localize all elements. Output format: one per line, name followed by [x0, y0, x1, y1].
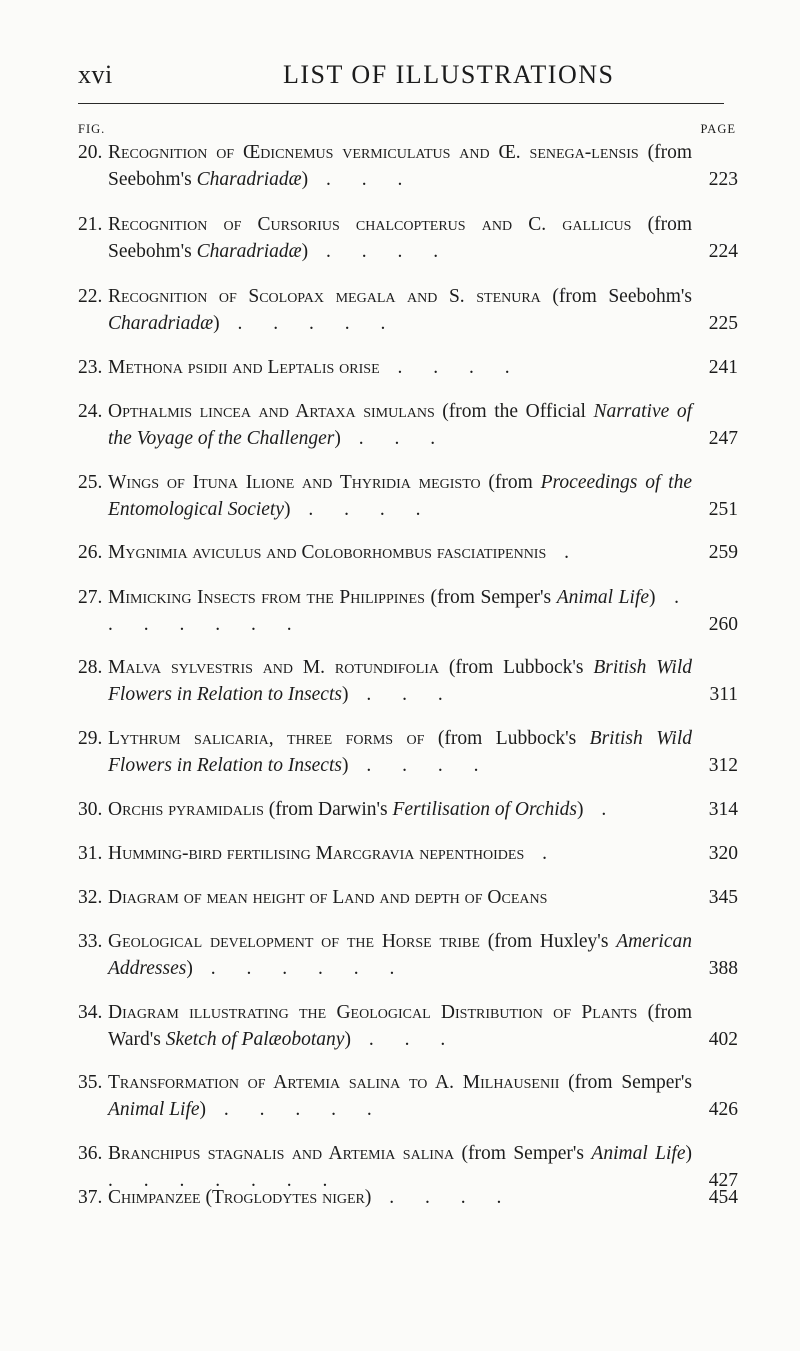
figure-number: 23.	[78, 357, 103, 378]
entry-caption	[108, 1184, 692, 1211]
page-reference: 247	[708, 428, 738, 449]
caption-segment: (from Semper's	[559, 1072, 692, 1093]
caption-segment: (from Seebohm's	[108, 142, 692, 190]
figure-number: 36.	[78, 1143, 103, 1164]
page-title: LIST OF ILLUSTRATIONS	[283, 60, 615, 89]
caption-segment: )	[344, 1029, 351, 1050]
caption-segment: (from Ward's	[108, 1002, 692, 1050]
page-reference: 259	[708, 542, 738, 563]
caption-segment: )	[284, 499, 291, 520]
running-head	[78, 60, 724, 96]
page-reference: 312	[708, 755, 738, 776]
dot-leader: . . .	[340, 428, 449, 449]
dot-leader: . . . . .	[219, 313, 399, 334]
caption-segment: Malva sylvestris and M. rotundifolia	[108, 657, 440, 678]
page-reference: 454	[708, 1187, 738, 1208]
page-reference: 402	[708, 1029, 738, 1050]
caption-segment: )	[199, 1099, 207, 1120]
list-item	[78, 884, 738, 911]
caption-segment: Proceedings of the Entomological Society	[108, 472, 692, 520]
list-item	[78, 283, 738, 337]
caption-segment: (from Seebohm's	[108, 214, 692, 262]
caption-segment: Diagram of mean height of Land and depth of Oceans	[108, 887, 548, 908]
entry-caption	[108, 999, 692, 1053]
figure-number: 32.	[78, 887, 103, 908]
caption-segment: )	[649, 587, 656, 608]
caption-segment: Transformation of Artemia salina to A. Milhausenii	[108, 1072, 560, 1093]
figure-number: 21.	[78, 214, 103, 235]
entry-caption	[108, 796, 692, 823]
entry-caption	[108, 654, 692, 708]
caption-segment: )	[213, 313, 220, 334]
page-reference: 251	[708, 499, 738, 520]
caption-segment: Lythrum salicaria, three forms of	[108, 728, 425, 749]
caption-segment: (from Lubbock's	[424, 728, 590, 749]
dot-leader: . . . .	[348, 755, 492, 776]
caption-segment: Fertilisation of Orchids	[392, 799, 578, 820]
caption-segment: Opthalmis lincea and Artaxa simulans	[108, 401, 435, 422]
caption-segment: )	[301, 169, 309, 190]
page-column-label: PAGE	[700, 122, 736, 136]
caption-segment: Narrative of the Voyage of the Challenger	[108, 401, 692, 449]
page-reference: 320	[708, 843, 738, 864]
dot-leader: .	[524, 843, 560, 864]
page-reference: 241	[708, 357, 738, 378]
entry-caption	[108, 398, 692, 452]
caption-segment: Methona psidii and Leptalis orise	[108, 357, 380, 378]
list-item	[78, 928, 738, 982]
entry-caption	[108, 584, 692, 638]
dot-leader: . . .	[350, 1029, 459, 1050]
caption-segment: (from Semper's	[424, 587, 557, 608]
caption-segment: Charadriadæ	[196, 169, 302, 190]
page-reference: 314	[708, 799, 738, 820]
dot-leader: . . .	[348, 684, 456, 705]
caption-segment: )	[334, 428, 341, 449]
entry-caption	[108, 211, 692, 265]
caption-segment: Recognition of Cursorius chalcopterus and C. gallicus	[108, 214, 632, 235]
figure-number: 27.	[78, 587, 103, 608]
page-reference: 426	[708, 1099, 738, 1120]
figure-number: 25.	[78, 472, 103, 493]
caption-segment: Geological development of the Horse tribe	[108, 931, 480, 952]
caption-segment: Recognition of Œdicnemus vermiculatus and Œ. senega-	[108, 142, 592, 163]
page-number: xvi	[78, 60, 113, 89]
caption-segment: Mimicking Insects from the Philippines	[108, 587, 425, 608]
figure-number: 28.	[78, 657, 103, 678]
caption-segment: (from Darwin's	[263, 799, 393, 820]
caption-segment: Recognition of Scolopax megala and S. stenura	[108, 286, 541, 307]
caption-segment: Animal Life	[108, 1099, 200, 1120]
dot-leader: . . . .	[290, 499, 434, 520]
page-reference: 388	[708, 958, 738, 979]
dot-leader: .	[583, 799, 620, 820]
entry-caption	[108, 840, 692, 867]
entry-caption	[108, 928, 692, 982]
page-reference: 427	[708, 1170, 738, 1191]
caption-segment: British Wild Flowers in Relation to Insects	[108, 657, 692, 705]
fig-column-label: FIG.	[78, 122, 106, 136]
caption-segment: Diagram illustrating the Geological Distribution of Plants	[108, 1002, 638, 1023]
caption-segment: lensis	[591, 142, 639, 163]
caption-segment: )	[301, 241, 309, 262]
list-item	[78, 796, 738, 823]
column-labels	[78, 122, 736, 140]
entry-caption	[108, 139, 692, 193]
figure-number: 35.	[78, 1072, 103, 1093]
entry-caption	[108, 884, 692, 911]
caption-segment: (from Huxley's	[479, 931, 617, 952]
entry-caption	[108, 1069, 692, 1123]
entry-caption	[108, 354, 692, 381]
page-reference: 223	[708, 169, 738, 190]
caption-segment: (from Lubbock's	[439, 657, 594, 678]
caption-segment: )	[341, 755, 349, 776]
caption-segment: American Addresses	[108, 931, 692, 979]
list-item	[78, 840, 738, 867]
list-item	[78, 725, 738, 779]
caption-segment: Charadriadæ	[108, 313, 214, 334]
caption-segment: Charadriadæ	[196, 241, 302, 262]
dot-leader: . . . .	[371, 1187, 515, 1208]
figure-number: 37.	[78, 1187, 103, 1208]
figure-number: 30.	[78, 799, 103, 820]
figure-number: 29.	[78, 728, 103, 749]
figure-number: 24.	[78, 401, 103, 422]
list-item	[78, 584, 738, 638]
page-reference: 345	[708, 887, 738, 908]
dot-leader: .	[546, 542, 582, 563]
figure-number: 26.	[78, 542, 103, 563]
list-item	[78, 999, 738, 1053]
list-item	[78, 354, 738, 381]
caption-segment: Chimpanzee (Troglodytes niger)	[108, 1187, 372, 1208]
caption-segment: Sketch of Palæobotany	[165, 1029, 345, 1050]
figure-number: 31.	[78, 843, 103, 864]
caption-segment: (from the Official	[434, 401, 594, 422]
page-reference: 311	[709, 684, 738, 705]
list-item	[78, 211, 738, 265]
caption-segment: )	[685, 1143, 692, 1164]
caption-segment: Branchipus stagnalis and Artemia salina	[108, 1143, 455, 1164]
dot-leader: . . . . .	[206, 1099, 385, 1120]
list-item	[78, 1069, 738, 1123]
caption-segment: Animal Life	[591, 1143, 686, 1164]
page-reference: 224	[708, 241, 738, 262]
caption-segment: )	[341, 684, 349, 705]
list-item	[78, 139, 738, 193]
page-reference: 260	[708, 614, 738, 635]
dot-leader: . . . . . . .	[108, 1170, 341, 1191]
dot-leader: . . . .	[379, 357, 523, 378]
caption-segment: Humming-bird fertilising Marcgravia nepenthoides	[108, 843, 525, 864]
entry-caption	[108, 539, 692, 566]
caption-segment: (from Semper's	[454, 1143, 592, 1164]
dot-leader: . . . .	[308, 241, 452, 262]
dot-leader: . . . . . . .	[108, 587, 692, 635]
dot-leader: . . .	[308, 169, 416, 190]
list-item	[78, 654, 738, 708]
entry-caption	[108, 283, 692, 337]
caption-segment: British Wild Flowers in Relation to Insects	[108, 728, 692, 776]
caption-segment: Animal Life	[556, 587, 650, 608]
figure-number: 34.	[78, 1002, 103, 1023]
caption-segment: Mygnimia aviculus and Coloborhombus fasciatipennis	[108, 542, 547, 563]
dot-leader: . . . . . .	[192, 958, 408, 979]
list-item	[78, 539, 738, 566]
entry-caption	[108, 725, 692, 779]
header-rule	[78, 103, 724, 104]
list-item	[78, 469, 738, 523]
entry-caption	[108, 469, 692, 523]
caption-segment: (from Seebohm's	[540, 286, 693, 307]
list-item	[78, 398, 738, 452]
page-reference: 225	[708, 313, 738, 334]
figure-number: 22.	[78, 286, 103, 307]
list-item	[78, 1184, 738, 1211]
figure-number: 20.	[78, 142, 103, 163]
caption-segment: )	[577, 799, 584, 820]
caption-segment: (from	[480, 472, 541, 493]
figure-number: 33.	[78, 931, 103, 952]
caption-segment: Wings of Ituna Ilione and Thyridia megisto	[108, 472, 481, 493]
caption-segment: )	[186, 958, 193, 979]
caption-segment: Orchis pyramidalis	[108, 799, 264, 820]
